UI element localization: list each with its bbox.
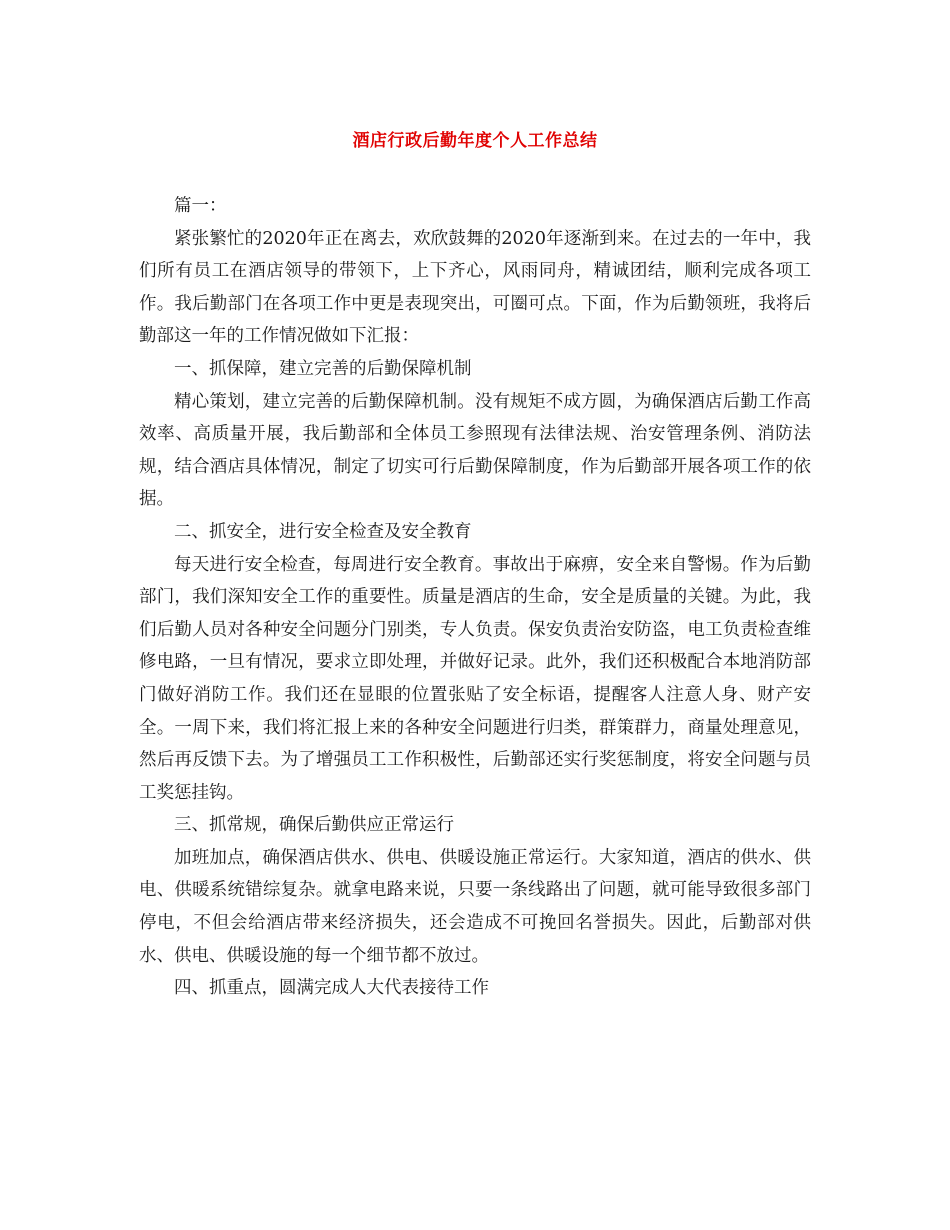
heading-section-2: 二、抓安全，进行安全检查及安全教育 [174,521,472,542]
document-title: 酒店行政后勤年度个人工作总结 [352,131,598,151]
document-body [139,190,811,1005]
paragraph-section-2: 每天进行安全检查，每周进行安全教育。事故出于麻痹，安全来自警惕。作为后勤部门，我们深知安全工作的重要性。质量是酒店的生命，安全是质量的关键。为此，我们后勤人员对各种安全问题分门别类，专人负责。保安负责治安防盗，电工负责检查维修电路，一旦有情况，要求立即处理，并做好记录。此外，我们还积极配合本地消防部门做好消防工作。我们还在显眼的位置张贴了安全标语，提醒客人注意人身、财产安全。一周下来，我们将汇报上来的各种安全问题进行归类，群策群力，商量处理意见，然后再反馈下去。为了增强员工工作积极性，后勤部还实行奖惩制度，将安全问题与员工奖惩挂钩。 [139,554,811,803]
paragraph-section-1: 精心策划，建立完善的后勤保障机制。没有规矩不成方圆，为确保酒店后勤工作高效率、高质量开展，我后勤部和全体员工参照现有法律法规、治安管理条例、消防法规，结合酒店具体情况，制定了切实可行后勤保障制度，作为后勤部开展各项工作的依据。 [139,391,811,510]
heading-section-4: 四、抓重点，圆满完成人大代表接待工作 [174,978,489,999]
heading-section-1: 一、抓保障，建立完善的后勤保障机制 [174,358,472,379]
paragraph-intro: 紧张繁忙的2020年正在离去，欢欣鼓舞的2020年逐渐到来。在过去的一年中，我们所有员工在酒店领导的带领下，上下齐心，风雨同舟，精诚团结，顺利完成各项工作。我后勤部门在各项工作中更是表现突出，可圈可点。下面，作为后勤领班，我将后勤部这一年的工作情况做如下汇报： [139,228,811,347]
paragraph-section-3: 加班加点，确保酒店供水、供电、供暖设施正常运行。大家知道，酒店的供水、供电、供暖系统错综复杂。就拿电路来说，只要一条线路出了问题，就可能导致很多部门停电，不但会给酒店带来经济损失，还会造成不可挽回名誉损失。因此，后勤部对供水、供电、供暖设施的每一个细节都不放过。 [139,847,811,966]
paragraph-section-label: 篇一： [174,196,227,216]
heading-section-3: 三、抓常规，确保后勤供应正常运行 [174,815,454,836]
